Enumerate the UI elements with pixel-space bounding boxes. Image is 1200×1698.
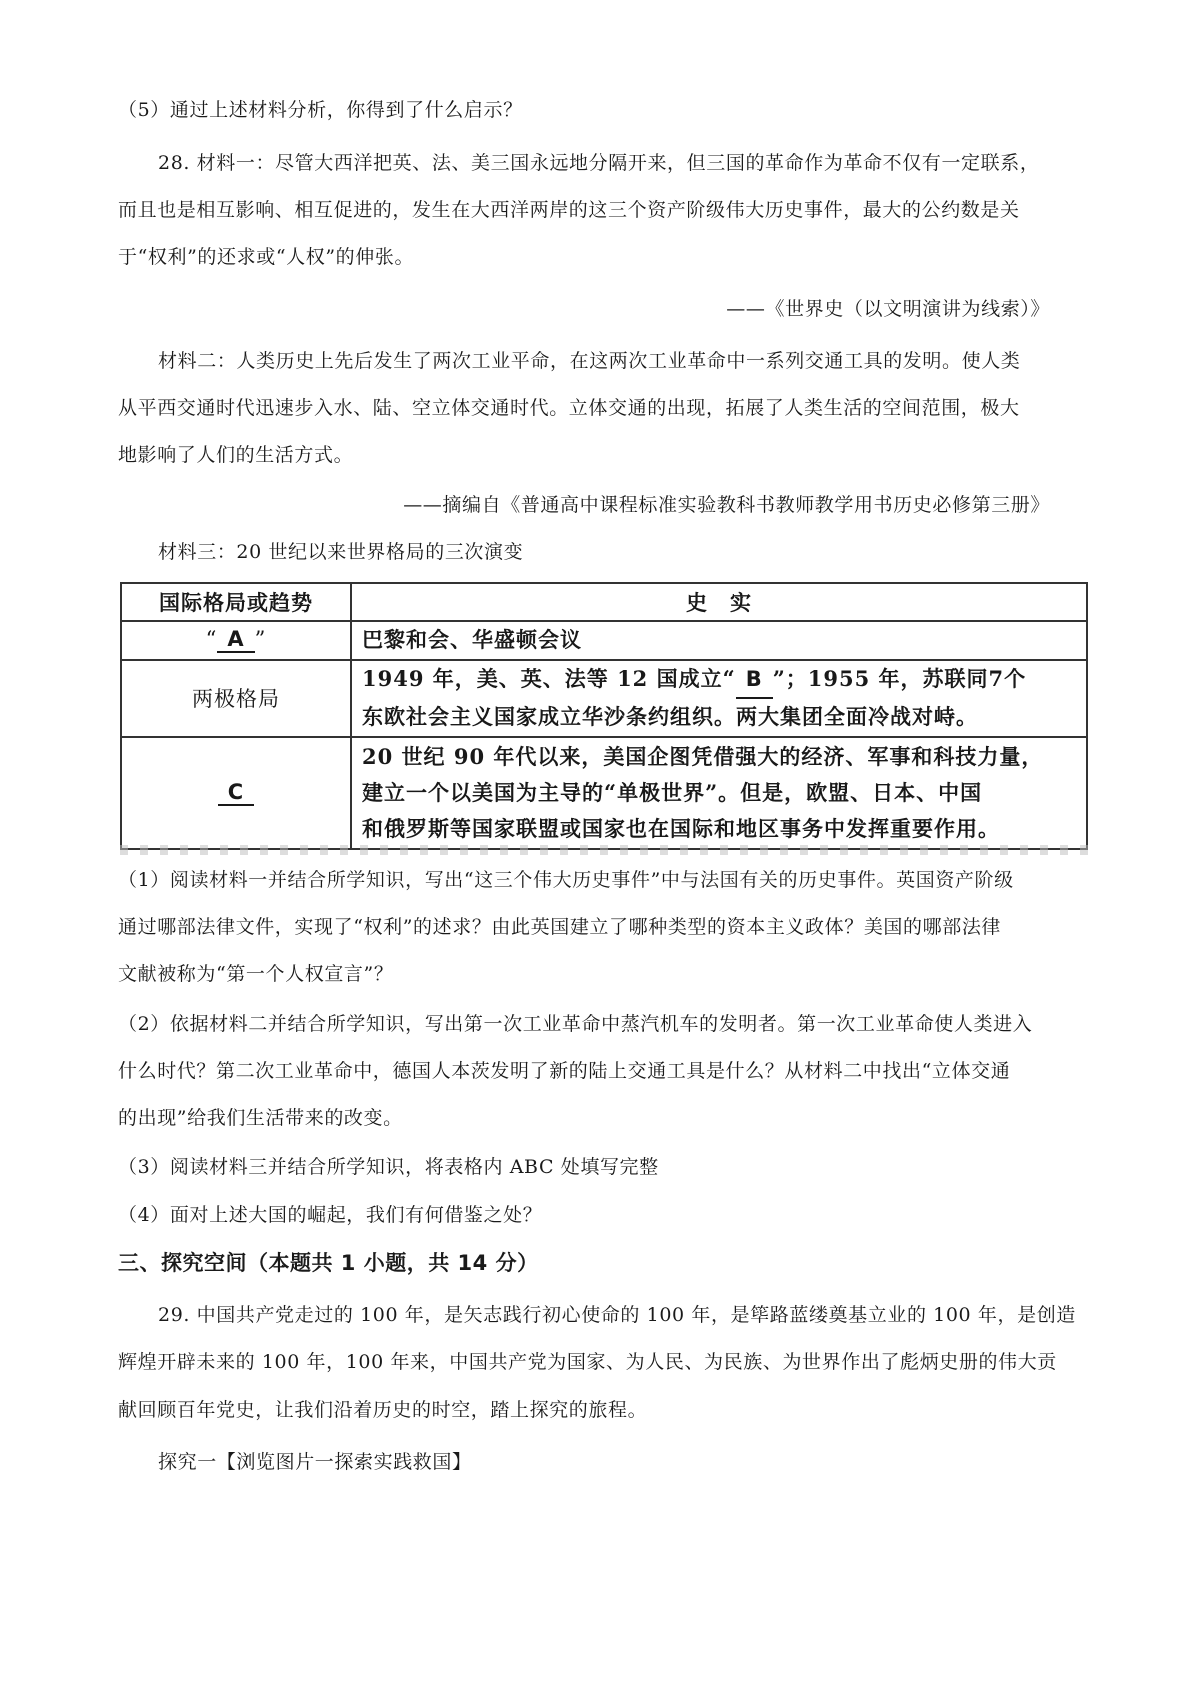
q28-material2-line3: 地影响了人们的生活方式。	[118, 444, 354, 466]
q28-material2-line2: 从平西交通时代迅速步入水、陆、空立体交通时代。立体交通的出现，拓展了人类生活的空间范围，极大	[118, 397, 1020, 419]
q28-material1-source: ——《世界史（以文明演讲为线索）》	[726, 298, 1050, 320]
q28-material1-line3: 于“权利”的还求或“人权”的伸张。	[118, 246, 415, 268]
q28-question-line: 的出现”给我们生活带来的改变。	[118, 1107, 403, 1129]
q28-question-line: 什么时代？第二次工业革命中，德国人本茨发明了新的陆上交通工具是什么？从材料二中找出“立体交通	[118, 1060, 1011, 1082]
table-header-facts: 史 实	[351, 583, 1087, 621]
table-header-pattern: 国际格局或趋势	[121, 583, 351, 621]
table-cell-pattern: 两极格局	[121, 660, 351, 737]
q28-question-line: （1）阅读材料一并结合所学知识，写出“这三个伟大历史事件”中与法国有关的历史事件。英国资产阶级	[118, 869, 1014, 891]
q28-material1-line1: 28. 材料一：尽管大西洋把英、法、美三国永远地分隔开来，但三国的革命作为革命不仅有一定联系，	[158, 152, 1040, 174]
q28-material2-line1: 材料二：人类历史上先后发生了两次工业平命，在这两次工业革命中一系列交通工具的发明。使人类	[158, 350, 1021, 372]
table-cell-fact: 1949 年，美、英、法等 12 国成立“ B ”；1955 年，苏联同7个 东欧社会主义国家成立华沙条约组织。两大集团全面冷战对峙。	[351, 660, 1087, 737]
inquiry-one-heading: 探究一【浏览图片一探索实践救国】	[158, 1451, 472, 1473]
blank-b: B	[736, 661, 773, 699]
table-row	[121, 621, 1087, 660]
table-header-row	[121, 583, 1087, 621]
table-row	[121, 660, 1087, 737]
q28-material2-source: ——摘编自《普通高中课程标准实验教科书教师教学用书历史必修第三册》	[403, 494, 1050, 516]
q28-question-line: 通过哪部法律文件，实现了“权利”的述求？由此英国建立了哪种类型的资本主义政体？美国的哪部法律	[118, 916, 1002, 938]
world-pattern-table	[120, 582, 1088, 850]
table-row	[121, 737, 1087, 849]
table-cell-pattern-c	[121, 737, 351, 849]
q29-line1: 29. 中国共产党走过的 100 年，是矢志践行初心使命的 100 年，是筚路蓝缕奠基立业的 100 年，是创造	[158, 1304, 1076, 1326]
q27-part5: （5）通过上述材料分析，你得到了什么启示？	[118, 99, 523, 121]
table-cell-fact: 巴黎和会、华盛顿会议	[351, 621, 1087, 660]
blank-c: C	[218, 780, 254, 806]
q29-line2: 辉煌开辟未来的 100 年，100 年来，中国共产党为国家、为人民、为民族、为世界作出了彪炳史册的伟大贡	[118, 1351, 1057, 1373]
section-title: 三、探究空间（本题共 1 小题，共 14 分）	[118, 1251, 539, 1275]
q28-question-line: （4）面对上述大国的崛起，我们有何借鉴之处？	[118, 1204, 543, 1226]
q28-material3-title: 材料三：20 世纪以来世界格局的三次演变	[158, 541, 524, 563]
q28-material1-line2: 而且也是相互影响、相互促进的，发生在大西洋两岸的这三个资产阶级伟大历史事件，最大的公约数是关	[118, 199, 1020, 221]
q28-question-line: （3）阅读材料三并结合所学知识，将表格内 ABC 处填写完整	[118, 1156, 659, 1178]
scan-artifact	[120, 845, 1088, 855]
table-cell-fact: 20 世纪 90 年代以来，美国企图凭借强大的经济、军事和科技力量， 建立一个以美国为主导的“单极世界”。但是，欧盟、日本、中国 和俄罗斯等国家联盟或国家也在国际和地区事务中发挥重要作用。	[351, 737, 1087, 849]
table-cell-pattern-a: “ A ”	[121, 621, 351, 660]
blank-a: A	[217, 627, 254, 653]
q29-line3: 献回顾百年党史，让我们沿着历史的时空，踏上探究的旅程。	[118, 1399, 648, 1421]
q28-question-line: 文献被称为“第一个人权宣言”？	[118, 963, 394, 985]
q28-question-line: （2）依据材料二并结合所学知识，写出第一次工业革命中蒸汽机车的发明者。第一次工业革命使人类进入	[118, 1013, 1033, 1035]
